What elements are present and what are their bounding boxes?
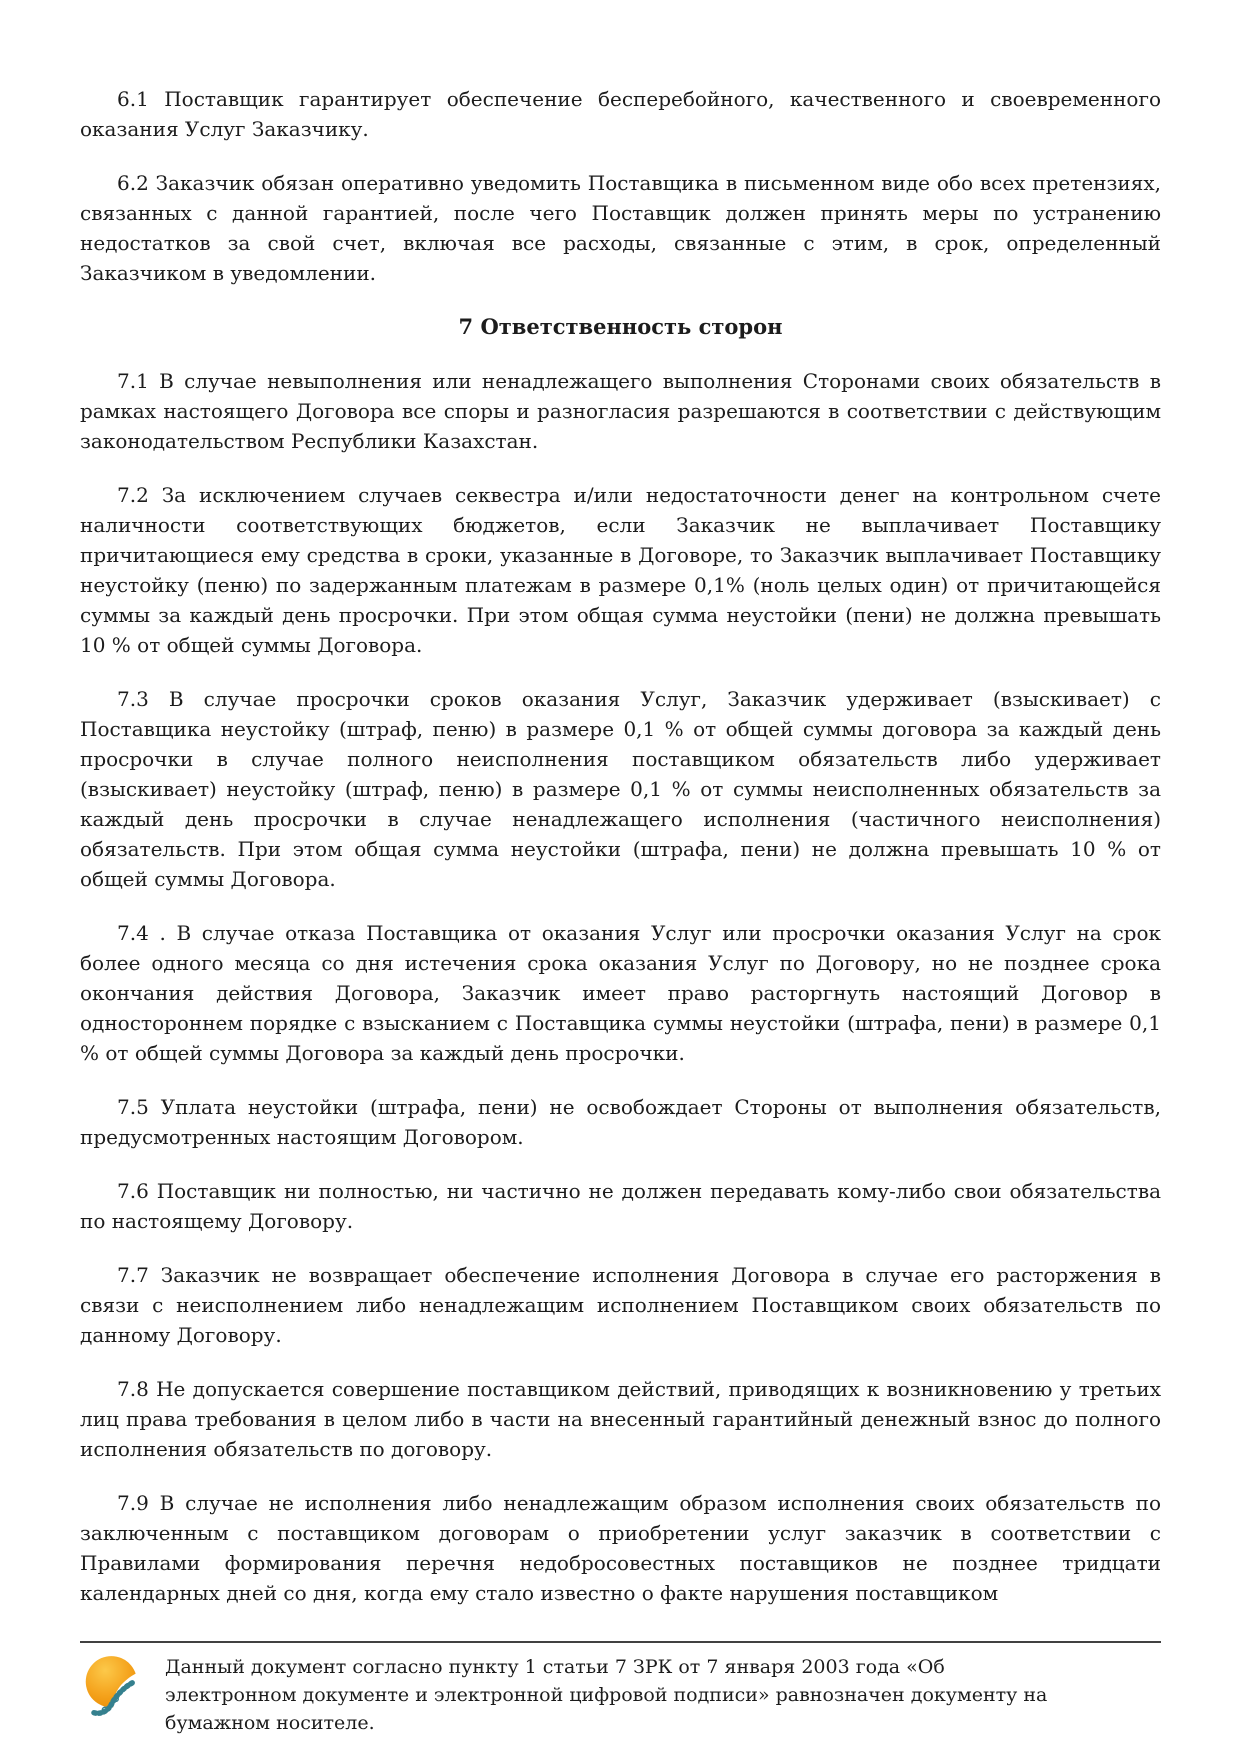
clause-7-6: 7.6 Поставщик ни полностью, ни частично не должен передавать кому-либо свои обязательства по настоящему Договору. [80,1179,1161,1233]
footer-legal-note: Данный документ согласно пункту 1 статьи 7 ЗРК от 7 января 2003 года «Об электронном документе и электронной цифровой подписи» равнозначен документу на бумажном носителе. [165,1656,1048,1734]
section-7-heading: 7 Ответственность сторон [458,314,783,339]
e-signature-footer [80,1641,1161,1737]
clause-7-5: 7.5 Уплата неустойки (штрафа, пени) не освобождает Стороны от выполнения обязательств, предусмотренных настоящим Договором. [80,1095,1161,1149]
clause-7-2: 7.2 За исключением случаев секвестра и/или недостаточности денег на контрольном счете наличности соответствующих бюджетов, если Заказчик не выплачивает Поставщику причитающиеся ему средства в сроки, указанные в Договоре, то Заказчик выплачивает Поставщику неустойку (пеню) по задержанным платежам в размере 0,1% (ноль целых один) от причитающейся суммы за каждый день просрочки. При этом общая сумма неустойки (пени) не должна превышать 10 % от общей суммы Договора. [80,483,1161,657]
clause-6-1: 6.1 Поставщик гарантирует обеспечение бесперебойного, качественного и своевременного оказания Услуг Заказчику. [80,87,1161,141]
e-signature-stamp-logo [83,1653,147,1725]
contract-body [80,84,1161,1632]
clause-7-7: 7.7 Заказчик не возвращает обеспечение исполнения Договора в случае его расторжения в связи с неисполнением либо ненадлежащим исполнением Поставщиком своих обязательств по данному Договору. [80,1263,1161,1347]
clause-7-1: 7.1 В случае невыполнения или ненадлежащего выполнения Сторонами своих обязательств в рамках настоящего Договора все споры и разногласия разрешаются в соответствии с действующим законодательством Республики Казахстан. [80,369,1161,453]
clause-6-2: 6.2 Заказчик обязан оперативно уведомить Поставщика в письменном виде обо всех претензиях, связанных с данной гарантией, после чего Поставщик должен принять меры по устранению недостатков за свой счет, включая все расходы, связанные с этим, в срок, определенный Заказчиком в уведомлении. [80,171,1161,285]
clause-7-4: 7.4 . В случае отказа Поставщика от оказания Услуг или просрочки оказания Услуг на срок более одного месяца со дня истечения срока оказания Услуг по Договору, но не позднее срока окончания действия Договора, Заказчик имеет право расторгнуть настоящий Договор в одностороннем порядке с взысканием с Поставщика суммы неустойки (штрафа, пени) в размере 0,1 % от общей суммы Договора за каждый день просрочки. [80,921,1161,1065]
clause-7-8: 7.8 Не допускается совершение поставщиком действий, приводящих к возникновению у третьих лиц права требования в целом либо в части на внесенный гарантийный денежный взнос до полного исполнения обязательств по договору. [80,1377,1161,1461]
clause-7-3: 7.3 В случае просрочки сроков оказания Услуг, Заказчик удерживает (взыскивает) с Поставщика неустойку (штраф, пеню) в размере 0,1 % от общей суммы договора за каждый день просрочки в случае полного неисполнения поставщиком обязательств либо удерживает (взыскивает) неустойку (штраф, пеню) в размере 0,1 % от суммы неисполненных обязательств за каждый день просрочки в случае ненадлежащего исполнения (частичного неисполнения) обязательств. При этом общая сумма неустойки (штрафа, пени) не должна превышать 10 % от общей суммы Договора. [80,687,1161,891]
clause-7-9: 7.9 В случае не исполнения либо ненадлежащим образом исполнения своих обязательств по заключенным с поставщиком договорам о приобретении услуг заказчик в соответствии с Правилами формирования перечня недобросовестных поставщиков не позднее тридцати календарных дней со дня, когда ему стало известно о факте нарушения поставщиком [80,1491,1161,1605]
